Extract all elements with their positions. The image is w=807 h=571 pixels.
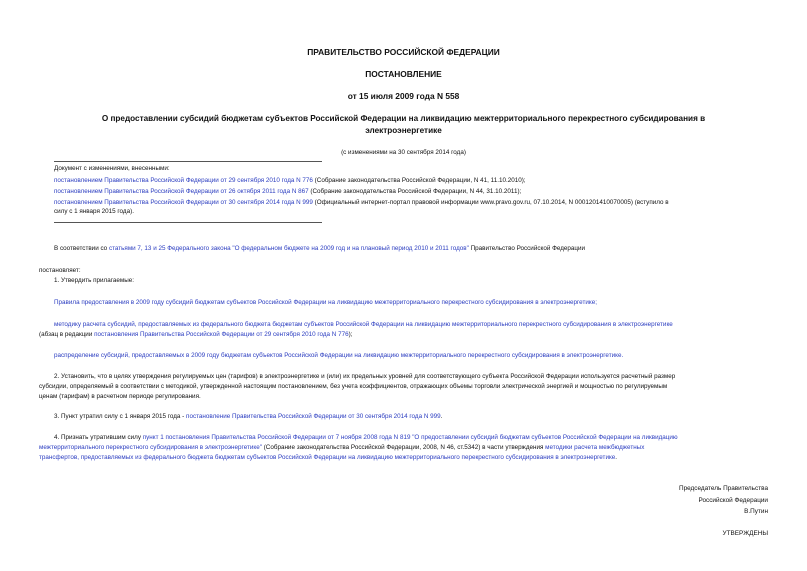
- change-link-3[interactable]: постановлением Правительства Российской Федерации от 30 сентября 2014 года N 999: [54, 199, 313, 206]
- transfer-methodology-link[interactable]: методики расчета межбюджетных: [545, 444, 645, 451]
- revoked-decree-link[interactable]: пункт 1 постановления Правительства Российской Федерации от 7 ноября 2008 года N 819 "О предоставлении субсидий бюджетам субъектов Российской Федерации на ликвидацию: [142, 434, 678, 441]
- document-type: ПОСТАНОВЛЕНИЕ: [365, 69, 442, 79]
- changes-intro: Документ с изменениями, внесенными:: [54, 165, 170, 172]
- paragraph-2-line-1: 2. Установить, что в целях утверждения регулируемых цен (тарифов) в электроэнергетике и (или) их предельных уровней для соответствующего субъекта Российской Федерации используется расчетный размер: [54, 373, 676, 380]
- paragraph-4-line-1: 4. Признать утратившим силу пункт 1 постановления Правительства Российской Федерации от 7 ноября 2008 года N 819 "О предоставлении субсидий бюджетам субъектов Российской Федерации на ликвидацию: [54, 434, 678, 441]
- signature-name: В.Путин: [744, 508, 768, 515]
- change-item-2: постановлением Правительства Российской Федерации от 26 октября 2011 года N 867 (Собрание законодательства Российской Федерации, N 44, 31.10.2011);: [54, 188, 522, 195]
- approved-heading: УТВЕРЖДЕНЫ: [722, 530, 768, 537]
- change-item-3: постановлением Правительства Российской Федерации от 30 сентября 2014 года N 999 (Официальный интернет-портал правовой информации www.pravo.gov.ru, 07.10.2014, N 0001201410070005) (вступило в: [54, 199, 669, 206]
- revoked-decree-link-cont[interactable]: межтерриториального перекрестного субсидирования в электроэнергетике": [39, 444, 262, 451]
- methodology-note: (абзац в редакции постановления Правительства Российской Федерации от 29 сентября 2010 года N 776);: [39, 331, 353, 338]
- paragraph-3-link[interactable]: постановление Правительства Российской Федерации от 30 сентября 2014 года N 999: [186, 413, 441, 420]
- decrees-word: постановляет:: [39, 267, 81, 274]
- methodology-note-link[interactable]: постановления Правительства Российской Федерации от 29 сентября 2010 года N 776: [94, 331, 349, 338]
- paragraph-4-line-3: трансфертов, предоставляемых из федерального бюджета бюджетам субъектов Российской Федерации на ликвидацию межтерриториального перекрестного субсидирования в электроэнергетике.: [39, 454, 618, 461]
- changes-bottom-rule: [54, 222, 322, 223]
- law-link[interactable]: статьями 7, 13 и 25 Федерального закона "О федеральном бюджете на 2009 год и на плановый период 2010 и 2011 годов": [108, 245, 469, 252]
- changes-top-rule: [54, 161, 322, 162]
- distribution-link[interactable]: распределение субсидий, предоставляемых в 2009 году бюджетам субъектов Российской Федерации на ликвидацию межтерриториального перекрестного субсидирования в электроэнергетике.: [54, 352, 624, 359]
- paragraph-2-line-3: ценам (тарифам) в расчетном периоде регулирования.: [39, 393, 201, 400]
- methodology-link[interactable]: методику расчета субсидий, предоставляемых из федерального бюджета бюджетам субъектов Российской Федерации на ликвидацию межтерриториального перекрестного субсидирования в электроэнергетике: [54, 321, 673, 328]
- paragraph-4-line-2: межтерриториального перекрестного субсидирования в электроэнергетике" (Собрание законодательства Российской Федерации, 2008, N 46, ст.5342) в части утверждения методики расчета межбюджетных: [39, 444, 645, 451]
- paragraph-3: 3. Пункт утратил силу с 1 января 2015 года - постановление Правительства Российской Федерации от 30 сентября 2014 года N 999.: [54, 413, 443, 420]
- government-heading: ПРАВИТЕЛЬСТВО РОССИЙСКОЙ ФЕДЕРАЦИИ: [307, 47, 500, 57]
- change-link-2[interactable]: постановлением Правительства Российской Федерации от 26 октября 2011 года N 867: [54, 188, 309, 195]
- change-item-1: постановлением Правительства Российской Федерации от 29 сентября 2010 года N 776 (Собрание законодательства Российской Федерации, N 41, 11.10.2010);: [54, 177, 526, 184]
- change-link-1[interactable]: постановлением Правительства Российской Федерации от 29 сентября 2010 года N 776: [54, 177, 313, 184]
- transfer-methodology-link-cont[interactable]: трансфертов, предоставляемых из федерального бюджета бюджетам субъектов Российской Федерации на ликвидацию межтерриториального перекрестного субсидирования в электроэнергетике: [39, 454, 616, 461]
- signature-role-1: Председатель Правительства: [679, 485, 768, 492]
- paragraph-1: 1. Утвердить прилагаемые:: [54, 277, 134, 284]
- changes-note: (с изменениями на 30 сентября 2014 года): [341, 149, 466, 156]
- rules-link[interactable]: Правила предоставления в 2009 году субсидий бюджетам субъектов Российской Федерации на ликвидацию межтерриториального перекрестного субсидирования в электроэнергетике;: [54, 299, 597, 306]
- change-item-3-cont: силу с 1 января 2015 года).: [54, 208, 134, 215]
- signature-role-2: Российской Федерации: [698, 497, 768, 504]
- document-title-line-2: электроэнергетике: [365, 126, 442, 135]
- document-date-number: от 15 июля 2009 года N 558: [347, 91, 460, 101]
- paragraph-2-line-2: субсидии, определяемый в соответствии с методикой, утвержденной настоящим постановлением, без учета коэффициентов, отражающих объемы торговли электрической энергией и мощностью по регулируемым: [39, 383, 668, 390]
- preamble: В соответствии со статьями 7, 13 и 25 Федерального закона "О федеральном бюджете на 2009 год и на плановый период 2010 и 2011 годов" Правительство Российской Федерации: [54, 245, 586, 252]
- document-title-line-1: О предоставлении субсидий бюджетам субъектов Российской Федерации на ликвидацию межтерриториального перекрестного субсидирования в: [101, 114, 706, 123]
